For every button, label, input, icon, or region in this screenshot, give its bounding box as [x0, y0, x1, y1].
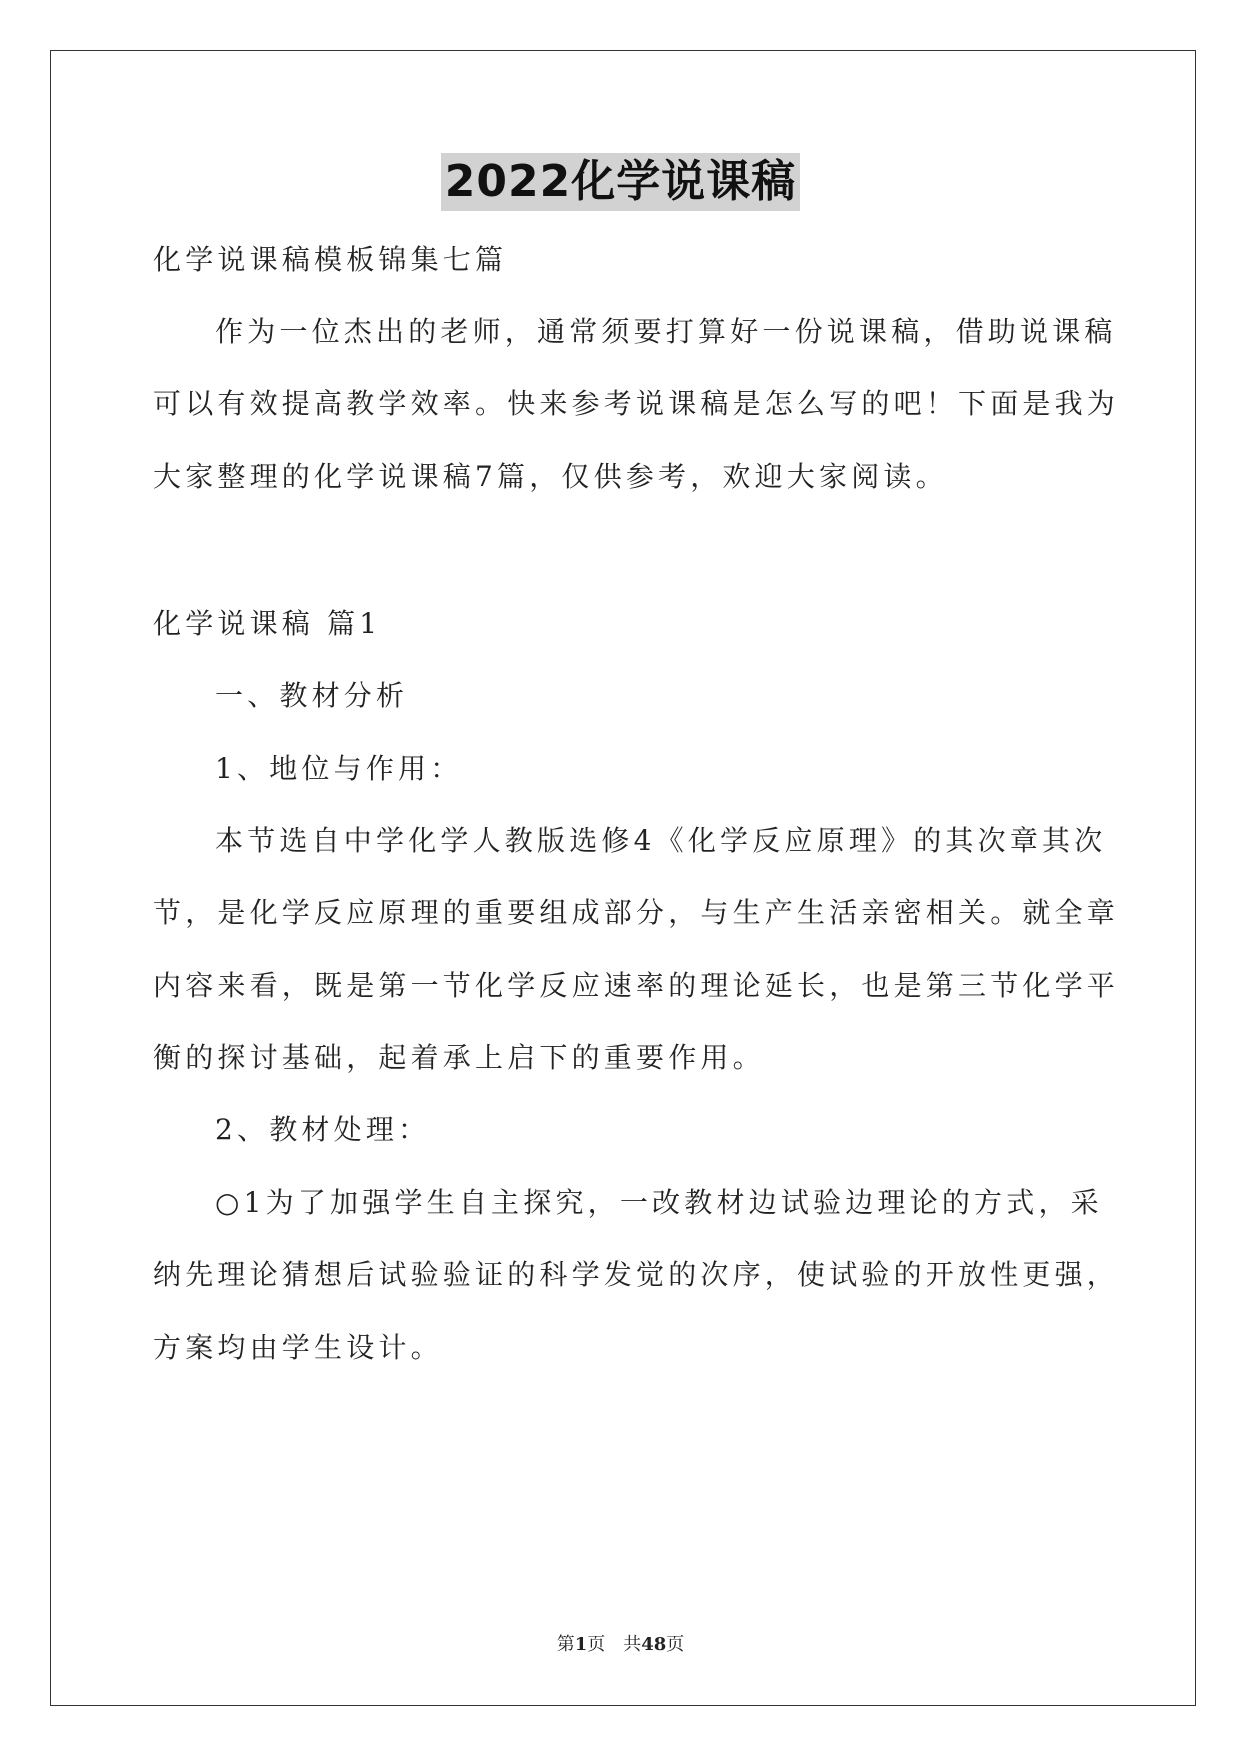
page-border: [50, 50, 1196, 1706]
title-container: [0, 153, 1241, 211]
footer-total-prefix: 共: [623, 1634, 642, 1655]
subheading-role: 1、地位与作用：: [215, 752, 463, 785]
intro-line-3: 大家整理的化学说课稿7篇，仅供参考，欢迎大家阅读。: [153, 460, 948, 493]
body-line-3: 内容来看，既是第一节化学反应速率的理论延长，也是第三节化学平: [153, 969, 1120, 1002]
body-line-1: 本节选自中学化学人教版选修4《化学反应原理》的其次章其次: [215, 824, 1107, 857]
body-line-5: ○1为了加强学生自主探究，一改教材边试验边理论的方式，采: [215, 1186, 1103, 1219]
subtitle-line: 化学说课稿模板锦集七篇: [153, 243, 508, 276]
subheading-textbook-analysis: 一、教材分析: [215, 679, 409, 712]
footer-page-prefix: 第: [556, 1634, 575, 1655]
subheading-processing: 2、教材处理：: [215, 1113, 431, 1146]
section-heading: 化学说课稿 篇1: [153, 607, 382, 640]
body-line-4: 衡的探讨基础，起着承上启下的重要作用。: [153, 1041, 765, 1074]
footer-total-suffix: 页: [666, 1634, 685, 1655]
document-title: 2022化学说课稿: [441, 153, 800, 211]
intro-line-1: 作为一位杰出的老师，通常须要打算好一份说课稿，借助说课稿: [215, 315, 1117, 348]
intro-line-2: 可以有效提高教学效率。快来参考说课稿是怎么写的吧！下面是我为: [153, 387, 1120, 420]
body-line-7: 方案均由学生设计。: [153, 1331, 443, 1364]
body-line-6: 纳先理论猜想后试验验证的科学发觉的次序，使试验的开放性更强，: [153, 1258, 1120, 1291]
footer-page-current: 1: [574, 1634, 588, 1655]
footer-page-mid: 页: [587, 1634, 606, 1655]
body-line-2: 节，是化学反应原理的重要组成部分，与生产生活亲密相关。就全章: [153, 896, 1120, 929]
page-footer: [0, 1630, 1241, 1656]
footer-page-total: 48: [641, 1634, 667, 1655]
